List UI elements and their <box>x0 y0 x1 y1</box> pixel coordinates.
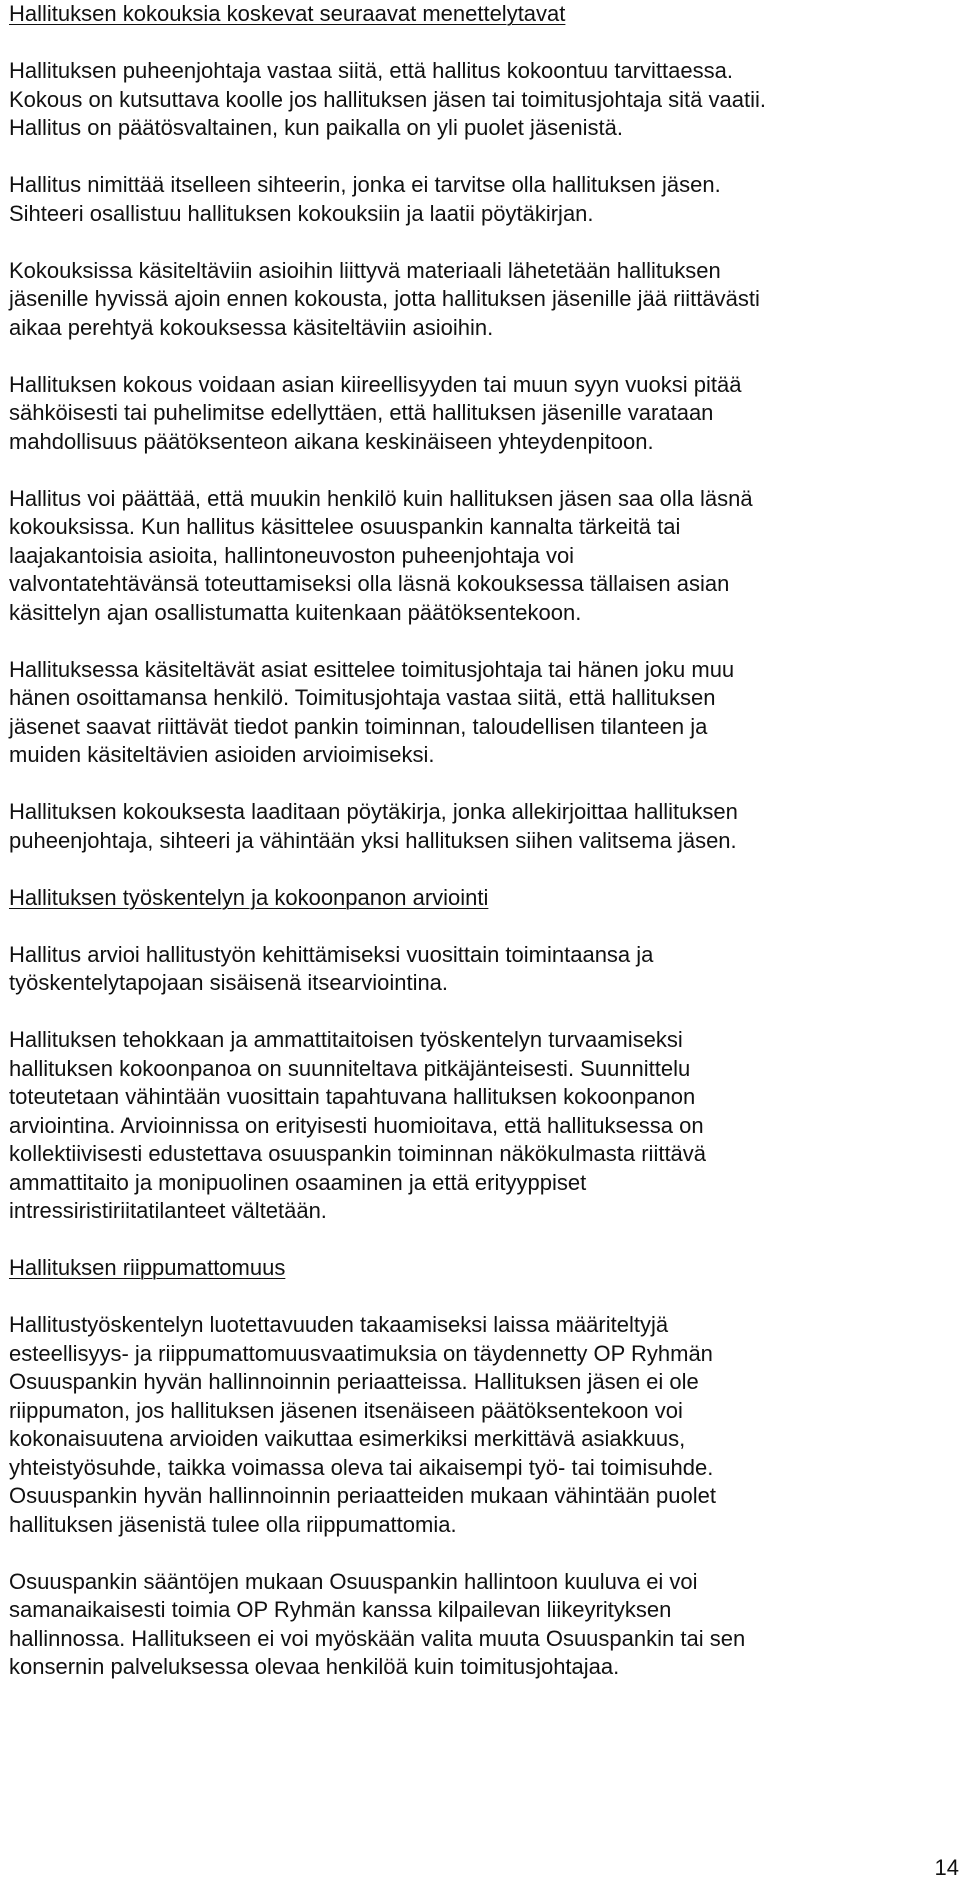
text-line: yhteistyösuhde, taikka voimassa oleva tai aikaisempi työ- tai toimisuhde. <box>9 1454 714 1480</box>
text-line: Hallitus voi päättää, että muukin henkilö kuin hallituksen jäsen saa olla läsnä <box>9 485 753 511</box>
paragraph <box>9 171 949 228</box>
text-line: kokonaisuutena arvioiden vaikuttaa esimerkiksi merkittävä asiakkuus, <box>9 1426 686 1451</box>
spacer <box>9 1283 949 1312</box>
text-line: sähköisesti tai puhelimitse edellyttäen, että hallituksen jäsenille varataan <box>9 400 714 425</box>
paragraph <box>9 1311 949 1539</box>
text-line: konsernin palveluksessa olevaa henkilöä kuin toimitusjohtajaa. <box>9 1654 620 1679</box>
text-line: samanaikaisesti toimia OP Ryhmän kanssa kilpailevan liikeyrityksen <box>9 1597 672 1622</box>
text-line: Hallitus arvioi hallitustyön kehittämiseksi vuosittain toimintaansa ja <box>9 941 654 967</box>
spacer <box>9 29 949 58</box>
text-line: jäsenille hyvissä ajoin ennen kokousta, jotta hallituksen jäsenille jää riittävästi <box>9 286 760 311</box>
text-line: Hallituksen tehokkaan ja ammattitaitoisen työskentelyn turvaamiseksi <box>9 1027 683 1052</box>
text-line: laajakantoisia asioita, hallintoneuvoston puheenjohtaja voi <box>9 542 575 568</box>
paragraph <box>9 941 949 998</box>
text-line: kollektiivisesti edustettava osuuspankin toiminnan näkökulmasta riittävä <box>9 1141 707 1166</box>
spacer <box>9 342 949 371</box>
text-line: puheenjohtaja, sihteeri ja vähintään yksi hallituksen siihen valitsema jäsen. <box>9 827 737 853</box>
document-page <box>9 0 949 1682</box>
spacer <box>9 855 949 884</box>
spacer <box>9 627 949 656</box>
text-line: Kokouksissa käsiteltäviin asioihin liittyvä materiaali lähetetään hallituksen <box>9 257 721 283</box>
text-line: mahdollisuus päätöksenteon aikana keskinäiseen yhteydenpitoon. <box>9 428 654 454</box>
text-line: esteellisyys- ja riippumattomuusvaatimuksia on täydennetty OP Ryhmän <box>9 1340 713 1366</box>
spacer <box>9 1539 949 1568</box>
paragraph <box>9 656 949 770</box>
text-line: valvontatehtävänsä toteuttamiseksi olla läsnä kokouksessa tällaisen asian <box>9 571 730 596</box>
text-line: toteutetaan vähintään vuosittain tapahtuvana hallituksen kokoonpanon <box>9 1084 696 1109</box>
paragraph <box>9 257 949 343</box>
text-line: Osuuspankin hyvän hallinnoinnin periaatteissa. Hallituksen jäsen ei ole <box>9 1369 699 1394</box>
text-line: Osuuspankin sääntöjen mukaan Osuuspankin hallintoon kuuluva ei voi <box>9 1568 698 1594</box>
spacer <box>9 998 949 1027</box>
text-line: hallituksen jäsenistä tulee olla riippumattomia. <box>9 1511 457 1537</box>
text-line: ammattitaito ja monipuolinen osaaminen ja että erityyppiset <box>9 1169 587 1195</box>
text-line: hallinnossa. Hallitukseen ei voi myöskään valita muuta Osuuspankin tai sen <box>9 1625 746 1651</box>
paragraph <box>9 1568 949 1682</box>
text-line: hänen osoittamansa henkilö. Toimitusjohtaja vastaa siitä, että hallituksen <box>9 685 716 710</box>
text-line: muiden käsiteltävien asioiden arvioimiseksi. <box>9 742 435 767</box>
paragraph <box>9 57 949 143</box>
text-line: Hallituksessa käsiteltävät asiat esittelee toimitusjohtaja tai hänen joku muu <box>9 656 735 682</box>
text-line: Hallitus on päätösvaltainen, kun paikalla on yli puolet jäsenistä. <box>9 115 623 140</box>
paragraph <box>9 798 949 855</box>
page-number: 14 <box>934 1855 959 1880</box>
spacer <box>9 1226 949 1255</box>
section-heading-independence: Hallituksen riippumattomuus <box>9 1255 286 1280</box>
paragraph <box>9 485 949 628</box>
text-line: Hallituksen kokouksesta laaditaan pöytäkirja, jonka allekirjoittaa hallituksen <box>9 799 738 824</box>
text-line: riippumaton, jos hallituksen jäsenen itsenäiseen päätöksentekoon voi <box>9 1397 683 1423</box>
text-line: Hallituksen puheenjohtaja vastaa siitä, että hallitus kokoontuu tarvittaessa. <box>9 58 733 83</box>
text-line: Osuuspankin hyvän hallinnoinnin periaatteiden mukaan vähintään puolet <box>9 1483 716 1508</box>
text-line: intressiristiriitatilanteet vältetään. <box>9 1198 327 1223</box>
text-line: Hallitustyöskentelyn luotettavuuden takaamiseksi laissa määriteltyjä <box>9 1312 669 1337</box>
spacer <box>9 456 949 485</box>
paragraph <box>9 1026 949 1226</box>
spacer <box>9 143 949 172</box>
text-line: aikaa perehtyä kokouksessa käsiteltäviin asioihin. <box>9 314 494 340</box>
text-line: Hallitus nimittää itselleen sihteerin, jonka ei tarvitse olla hallituksen jäsen. <box>9 172 721 197</box>
text-line: kokouksissa. Kun hallitus käsittelee osuuspankin kannalta tärkeitä tai <box>9 514 681 539</box>
text-line: Kokous on kutsuttava koolle jos hallituksen jäsen tai toimitusjohtaja sitä vaatii. <box>9 86 766 112</box>
text-line: hallituksen kokoonpanoa on suunniteltava pitkäjänteisesti. Suunnittelu <box>9 1055 691 1081</box>
text-line: Hallituksen kokous voidaan asian kiireellisyyden tai muun syyn vuoksi pitää <box>9 371 742 397</box>
paragraph <box>9 371 949 457</box>
section-heading-evaluation: Hallituksen työskentelyn ja kokoonpanon arviointi <box>9 884 489 910</box>
text-line: arviointina. Arvioinnissa on erityisesti huomioitava, että hallituksessa on <box>9 1112 704 1138</box>
text-line: käsittelyn ajan osallistumatta kuitenkaan päätöksentekoon. <box>9 599 582 625</box>
spacer <box>9 228 949 257</box>
spacer <box>9 770 949 799</box>
spacer <box>9 912 949 941</box>
text-line: Sihteeri osallistuu hallituksen kokouksiin ja laatii pöytäkirjan. <box>9 200 594 226</box>
text-line: työskentelytapojaan sisäisenä itsearviointina. <box>9 970 449 995</box>
section-heading-meeting-procedures: Hallituksen kokouksia koskevat seuraavat menettelytavat <box>9 1 566 26</box>
text-line: jäsenet saavat riittävät tiedot pankin toiminnan, taloudellisen tilanteen ja <box>9 713 708 739</box>
